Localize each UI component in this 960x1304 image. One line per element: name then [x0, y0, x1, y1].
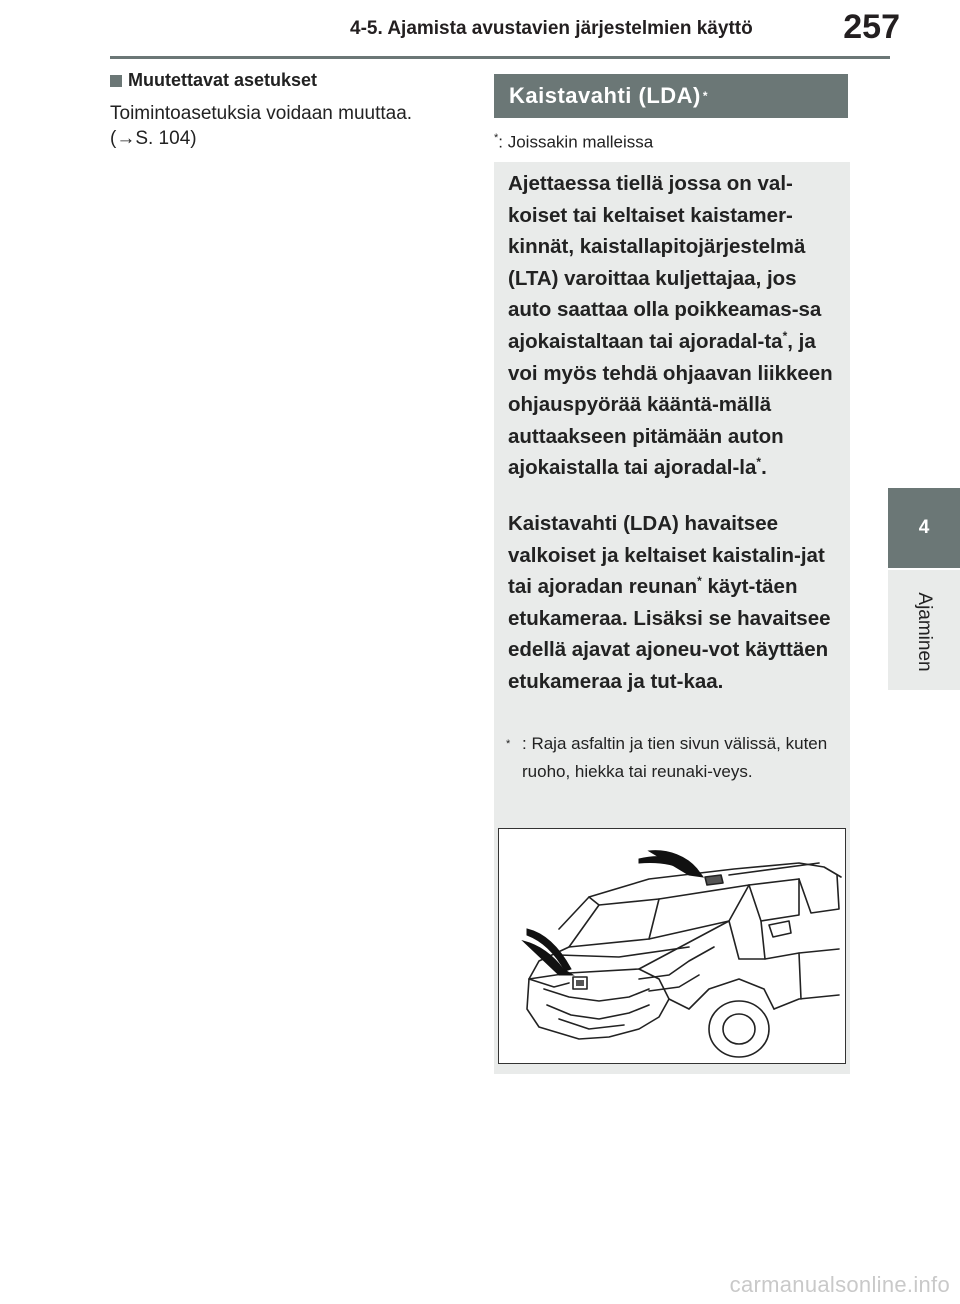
para1-text-b: , ja voi myös tehdä ohjaavan liikkeen ohjauspyörää kääntä-mällä auttaakseen pitämään auton ajokaistalla tai ajoradal-la [508, 329, 833, 480]
section-title-box [494, 74, 848, 118]
para1-marker-a: * [782, 329, 788, 344]
para1-marker-b: * [756, 455, 762, 470]
chapter-tab-number [888, 488, 960, 568]
page-number: 257 [843, 8, 900, 46]
left-column [110, 70, 460, 151]
panel-paragraph-1 [508, 168, 838, 484]
settings-heading-text: Muutettavat asetukset [128, 70, 318, 90]
panel-footnote-marker: * [506, 738, 511, 750]
para2-text-b: käyt-täen etukameraa. Lisäksi se havaitsee edellä ajavat ajoneu-vot käyttäen etukameraa ja tut-kaa. [508, 575, 831, 693]
chapter-number: 4 [918, 517, 930, 538]
suv-line-drawing [499, 829, 844, 1062]
para1-text-a: Ajettaessa tiellä jossa on val-koiset tai keltaiset kaistamer-kinnät, kaistallapitojärjestelmä (LTA) varoittaa kuljettajaa, jos auto saattaa olla poikkeamas-sa ajokaistaltaan tai ajoradal-ta [508, 172, 822, 353]
header-divider [110, 56, 890, 59]
para1-text-c: . [761, 456, 767, 480]
info-panel [494, 162, 850, 1074]
model-footnote-marker: * [494, 132, 499, 144]
panel-footnote-text: : Raja asfaltin ja tien sivun välissä, kuten ruoho, hiekka tai reunaki-veys. [522, 734, 828, 781]
square-bullet-icon [110, 75, 122, 87]
chapter-label: Ajaminen [914, 592, 935, 672]
para2-marker: * [697, 574, 702, 589]
section-title: Kaistavahti (LDA) [509, 83, 701, 108]
settings-body [110, 101, 460, 151]
section-title-marker: * [702, 89, 709, 103]
settings-body-line1: Toimintoasetuksia voidaan muuttaa. [110, 103, 413, 124]
settings-heading [110, 70, 460, 91]
page-reference-link[interactable]: (→S. 104) [110, 128, 197, 149]
panel-footnote [506, 730, 836, 786]
page-header-title: 4-5. Ajamista avustavien järjestelmien käyttö [350, 18, 753, 39]
model-footnote-text: : Joissakin malleissa [498, 132, 654, 152]
watermark-text: carmanualsonline.info [729, 1272, 950, 1297]
panel-paragraph-2 [508, 508, 838, 698]
vehicle-camera-illustration [498, 828, 846, 1064]
para2-text-a: Kaistavahti (LDA) havaitsee valkoiset ja keltaiset kaistalin-jat tai ajoradan reunan [508, 512, 825, 599]
chapter-tab-label [888, 570, 960, 690]
model-footnote [494, 132, 848, 153]
